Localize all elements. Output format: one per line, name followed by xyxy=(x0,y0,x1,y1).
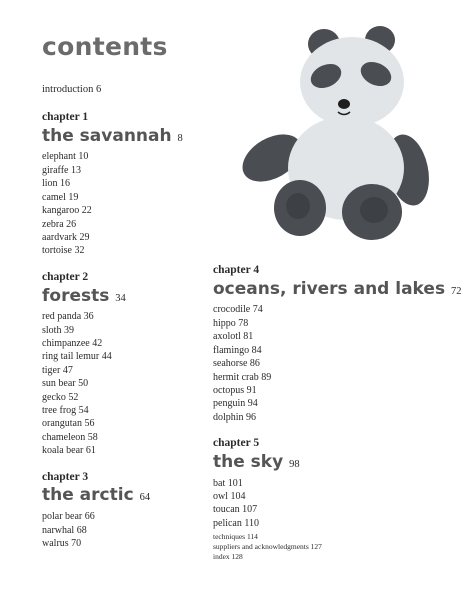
chapter-5-section xyxy=(213,437,438,530)
chapter-1-section xyxy=(42,111,242,258)
chapter-title-entry[interactable] xyxy=(213,278,461,299)
chapter-entries xyxy=(42,510,242,550)
toc-entry[interactable]: orangutan 56 xyxy=(42,418,95,430)
chapter-title-entry[interactable] xyxy=(42,287,242,306)
chapter-number: chapter 2 xyxy=(42,270,89,283)
toc-entry[interactable]: ring tail lemur 44 xyxy=(42,351,112,363)
chapter-page: 8 xyxy=(177,132,183,144)
toc-entry[interactable]: hermit crab 89 xyxy=(213,371,272,383)
panda-foot-pad-left xyxy=(286,193,310,219)
chapter-page: 64 xyxy=(139,492,151,504)
panda-foot-pad-right xyxy=(360,197,388,223)
toc-entry[interactable]: kangaroo 22 xyxy=(42,205,92,217)
chapter-3-section xyxy=(42,471,242,551)
right-column xyxy=(213,264,461,543)
toc-entry[interactable]: gecko 52 xyxy=(42,391,79,403)
page-title: contents xyxy=(42,32,168,61)
toc-entry[interactable]: axolotl 81 xyxy=(213,331,254,343)
chapter-4-section xyxy=(213,264,461,424)
toc-entry[interactable]: lion 16 xyxy=(42,178,71,190)
toc-entry[interactable]: tortoise 32 xyxy=(42,245,85,257)
chapter-entries xyxy=(213,303,438,424)
chapter-title: the arctic xyxy=(42,485,134,506)
chapter-number: chapter 3 xyxy=(42,470,89,483)
toc-entry[interactable]: red panda 36 xyxy=(42,311,94,323)
introduction-entry[interactable] xyxy=(42,84,101,95)
chapter-page: 72 xyxy=(450,285,461,297)
chapter-title-entry[interactable] xyxy=(213,453,438,472)
toc-entry[interactable]: aardvark 29 xyxy=(42,231,90,243)
toc-entry[interactable]: pelican 110 xyxy=(213,517,260,529)
toc-entry[interactable]: toucan 107 xyxy=(213,504,258,516)
toc-entry[interactable]: sun bear 50 xyxy=(42,378,89,390)
chapter-number: chapter 5 xyxy=(213,437,260,450)
toc-entry[interactable]: elephant 10 xyxy=(42,151,89,163)
introduction-page: 6 xyxy=(95,84,102,95)
panda-nose xyxy=(338,99,350,109)
toc-entry[interactable]: crocodile 74 xyxy=(213,304,263,316)
chapter-entries xyxy=(42,310,242,457)
toc-entry[interactable]: index 128 xyxy=(213,552,243,561)
chapter-2-section xyxy=(42,271,242,458)
toc-entry[interactable]: octopus 91 xyxy=(213,384,257,396)
toc-entry[interactable]: suppliers and acknowledgments 127 xyxy=(213,542,322,551)
chapter-title-entry[interactable] xyxy=(42,127,242,146)
toc-entry[interactable]: tree frog 54 xyxy=(42,405,89,417)
chapter-page: 34 xyxy=(115,292,126,304)
toc-entry[interactable]: zebra 26 xyxy=(42,218,77,230)
chapter-number: chapter 1 xyxy=(42,111,89,123)
chapter-entries xyxy=(213,477,438,531)
toc-entry[interactable]: seahorse 86 xyxy=(213,358,260,370)
toc-entry[interactable]: sloth 39 xyxy=(42,324,74,336)
toc-entry[interactable]: techniques 114 xyxy=(213,532,258,541)
toc-entry[interactable]: owl 104 xyxy=(213,491,246,503)
toc-entry[interactable]: hippo 78 xyxy=(213,317,249,329)
toc-entry[interactable]: narwhal 68 xyxy=(42,524,87,536)
toc-entry[interactable]: giraffe 13 xyxy=(42,164,81,176)
chapter-title: forests xyxy=(42,285,110,306)
toc-entry[interactable]: koala bear 61 xyxy=(42,445,96,457)
toc-entry[interactable]: chimpanzee 42 xyxy=(42,338,103,350)
toc-entry[interactable]: bat 101 xyxy=(213,477,243,489)
toc-entry[interactable]: walrus 70 xyxy=(42,537,82,549)
back-matter-list xyxy=(213,532,322,562)
toc-entry[interactable]: penguin 94 xyxy=(213,398,258,410)
chapter-number: chapter 4 xyxy=(213,264,260,276)
chapter-title-entry[interactable] xyxy=(42,486,242,505)
left-column xyxy=(42,111,242,563)
chapter-title: oceans, rivers and lakes xyxy=(213,278,446,299)
chapter-page: 98 xyxy=(289,458,300,470)
chapter-title: the savannah xyxy=(42,125,172,146)
toc-entry[interactable]: polar bear 66 xyxy=(42,511,95,523)
toc-entry[interactable]: dolphin 96 xyxy=(213,411,257,423)
chapter-entries xyxy=(42,150,242,257)
toc-entry[interactable]: chameleon 58 xyxy=(42,431,98,443)
toc-entry[interactable]: flamingo 84 xyxy=(213,344,262,356)
introduction-label: introduction xyxy=(42,84,94,95)
chapter-title: the sky xyxy=(213,451,284,472)
toc-entry[interactable]: tiger 47 xyxy=(42,364,73,376)
knitted-panda-icon xyxy=(240,20,440,250)
toc-entry[interactable]: camel 19 xyxy=(42,191,79,203)
